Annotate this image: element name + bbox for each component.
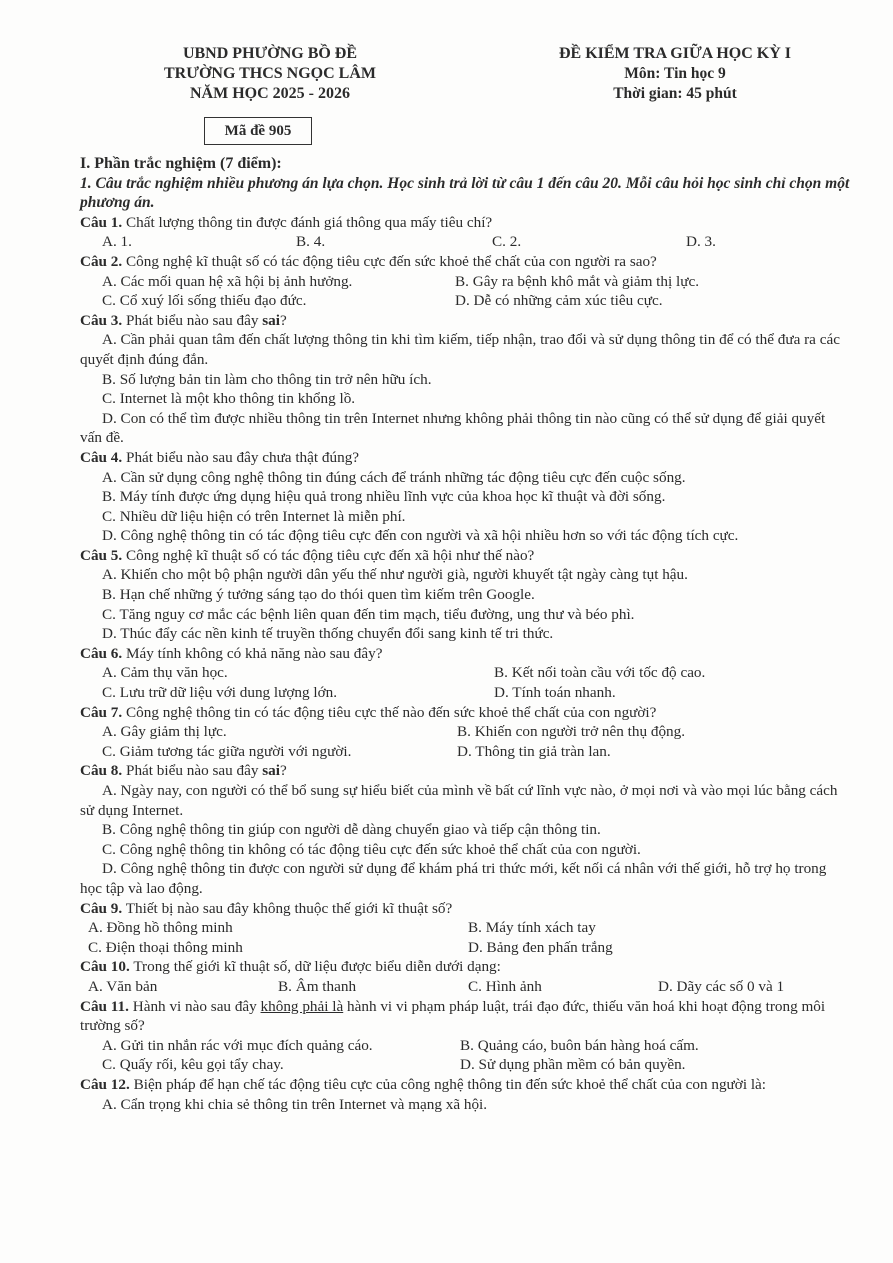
question-6: [80, 644, 850, 664]
option-d: D. Bảng đen phấn trắng: [468, 938, 613, 956]
option-b: B. Công nghệ thông tin giúp con người dễ dàng chuyển giao và tiếp cận thông tin.: [102, 821, 601, 839]
options-row: [80, 663, 850, 683]
exam-subject: Môn: Tin học 9: [624, 65, 726, 82]
options-row: [80, 272, 850, 292]
question-text: Công nghệ kĩ thuật số có tác động tiêu cực đến sức khoẻ thể chất của con người ra sao?: [122, 252, 657, 270]
question-text: Công nghệ thông tin có tác động tiêu cực thế nào đến sức khoẻ thể chất của con người?: [122, 703, 657, 721]
option-b: B. Khiến con người trở nên thụ động.: [457, 723, 686, 741]
option-b: B. Quảng cáo, buôn bán hàng hoá cấm.: [460, 1036, 699, 1054]
exam-content: [80, 154, 850, 1114]
option-d: D. Công nghệ thông tin có tác động tiêu cực đến con người và xã hội nhiều hơn so với tác động tích cực.: [102, 527, 739, 545]
question-number: Câu 3.: [80, 311, 123, 329]
question-text: Phát biểu nào sau đây: [122, 762, 263, 780]
option-c: C. Lưu trữ dữ liệu với dung lượng lớn.: [102, 684, 338, 702]
question-number: Câu 11.: [80, 997, 129, 1015]
option-c: C. Giảm tương tác giữa người với người.: [102, 742, 352, 760]
option-c: C. 2.: [492, 233, 522, 251]
option-b: B. Máy tính xách tay: [468, 919, 596, 937]
question-10: [80, 957, 850, 977]
options-row: [80, 918, 850, 938]
option-b: B. 4.: [296, 233, 326, 251]
question-text-end: ?: [279, 311, 287, 329]
question-number: Câu 2.: [80, 252, 123, 270]
question-text: Biện pháp để hạn chế tác động tiêu cực của công nghệ thông tin đến sức khoẻ thể chất của con người là:: [129, 1075, 767, 1093]
option-a: A. Ngày nay, con người có thể bổ sung sự hiểu biết của mình về bất cứ lĩnh vực nào, ở mọi nơi và vào mọi lúc bằng cách sử dụng Internet.: [80, 782, 838, 819]
option-c: C. Nhiều dữ liệu hiện có trên Internet là miễn phí.: [102, 507, 406, 525]
question-number: Câu 8.: [80, 762, 123, 780]
option-d: D. 3.: [686, 233, 716, 251]
option-d: D. Công nghệ thông tin được con người sử dụng để khám phá tri thức mới, kết nối cá nhân với thế giới, hỗ trợ họ trong học tập và lao động.: [80, 860, 827, 897]
ward-name: UBND PHƯỜNG BỒ ĐỀ: [182, 45, 358, 62]
option-b: B. Âm thanh: [278, 977, 357, 995]
question-number: Câu 9.: [80, 899, 123, 917]
question-text: Thiết bị nào sau đây không thuộc thế giới kĩ thuật số?: [122, 899, 453, 917]
option-b: B. Hạn chế những ý tưởng sáng tạo do thói quen tìm kiếm trên Google.: [102, 586, 535, 604]
question-text: Trong thế giới kĩ thuật số, dữ liệu được biểu diễn dưới dạng:: [129, 958, 501, 976]
question-underlined: không phải là: [260, 997, 344, 1015]
section-instructions: 1. Câu trắc nghiệm nhiều phương án lựa chọn. Học sinh trả lời từ câu 1 đến câu 20. Mỗi câu hỏi học sinh chỉ chọn một phương án.: [80, 174, 850, 212]
option-b: B. Số lượng bản tin làm cho thông tin trở nên hữu ích.: [102, 370, 432, 388]
question-number: Câu 10.: [80, 958, 130, 976]
school-header: [130, 44, 410, 104]
option-a: A. Cẩn trọng khi chia sẻ thông tin trên Internet và mạng xã hội.: [102, 1095, 488, 1113]
option-a: A. Gửi tin nhắn rác với mục đích quảng cáo.: [102, 1036, 373, 1054]
options-row: [80, 232, 850, 252]
school-name: TRƯỜNG THCS NGỌC LÂM: [163, 65, 376, 82]
question-3: [80, 311, 850, 331]
option-b: B. Gây ra bệnh khô mắt và giảm thị lực.: [455, 272, 700, 290]
question-8: [80, 761, 850, 781]
option-d: D. Thông tin giả tràn lan.: [457, 742, 611, 760]
question-number: Câu 6.: [80, 644, 123, 662]
option-a: A. Đồng hồ thông minh: [88, 919, 233, 937]
options-row: [80, 722, 850, 742]
option-a: A. Cần sử dụng công nghệ thông tin đúng cách để tránh những tác động tiêu cực đến cuộc sống.: [102, 468, 686, 486]
option-a: A. Cảm thụ văn học.: [102, 664, 228, 682]
options-row: [80, 1036, 850, 1056]
option-d: D. Dãy các số 0 và 1: [658, 977, 785, 995]
question-text: Phát biểu nào sau đây chưa thật đúng?: [122, 448, 360, 466]
option-a: A. Các mối quan hệ xã hội bị ảnh hưởng.: [102, 272, 353, 290]
option-c: C. Quấy rối, kêu gọi tẩy chay.: [102, 1056, 284, 1074]
option-d: D. Tính toán nhanh.: [494, 684, 616, 702]
option-d: D. Dễ có những cảm xúc tiêu cực.: [455, 292, 663, 310]
question-9: [80, 899, 850, 919]
options-row: [80, 977, 850, 997]
question-number: Câu 4.: [80, 448, 123, 466]
question-text: Công nghệ kĩ thuật số có tác động tiêu cực đến xã hội như thế nào?: [122, 546, 535, 564]
option-a: A. Văn bản: [88, 977, 158, 995]
option-a: A. Gây giảm thị lực.: [102, 723, 227, 741]
option-d: D. Sử dụng phần mềm có bản quyền.: [460, 1056, 686, 1074]
options-row: [80, 1055, 850, 1075]
question-2: [80, 252, 850, 272]
question-text: Chất lượng thông tin được đánh giá thông qua mấy tiêu chí?: [122, 213, 493, 231]
question-emphasis: sai: [262, 311, 280, 329]
exam-title: ĐỀ KIỂM TRA GIỮA HỌC KỲ I: [558, 45, 792, 62]
option-b: B. Kết nối toàn cầu với tốc độ cao.: [494, 664, 706, 682]
question-text: Phát biểu nào sau đây: [122, 311, 263, 329]
option-a: A. Cần phải quan tâm đến chất lượng thông tin khi tìm kiếm, tiếp nhận, trao đổi và sử dụng thông tin để có thể đưa ra các quyết định đúng đắn.: [80, 331, 840, 368]
option-a: A. Khiến cho một bộ phận người dân yếu thế như người già, người khuyết tật ngày càng tụt hậu.: [102, 566, 688, 584]
question-text: Hành vi nào sau đây: [128, 997, 261, 1015]
option-c: C. Cổ xuý lối sống thiếu đạo đức.: [102, 292, 307, 310]
question-5: [80, 546, 850, 566]
question-11: [80, 997, 850, 1036]
options-row: [80, 742, 850, 762]
question-1: [80, 213, 850, 233]
option-c: C. Điện thoại thông minh: [88, 938, 243, 956]
question-number: Câu 1.: [80, 213, 123, 231]
question-emphasis: sai: [262, 762, 280, 780]
exam-header: [510, 44, 840, 104]
options-row: [80, 938, 850, 958]
question-text: Máy tính không có khả năng nào sau đây?: [122, 644, 383, 662]
options-row: [80, 291, 850, 311]
section-title: I. Phần trắc nghiệm (7 điểm):: [80, 155, 282, 172]
question-7: [80, 703, 850, 723]
question-text-end: hành vi vi phạm pháp luật, trái đạo đức, thiếu văn hoá khi hoạt động trong môi trường số?: [80, 997, 826, 1035]
option-c: C. Tăng nguy cơ mắc các bệnh liên quan đến tim mạch, tiểu đường, ung thư và béo phì.: [102, 605, 635, 623]
options-row: [80, 683, 850, 703]
option-a: A. 1.: [102, 233, 132, 251]
option-c: C. Internet là một kho thông tin khổng lồ.: [102, 390, 356, 408]
question-4: [80, 448, 850, 468]
option-c: C. Công nghệ thông tin không có tác động tiêu cực đến sức khoẻ thể chất của con người.: [102, 840, 641, 858]
question-number: Câu 7.: [80, 703, 123, 721]
option-d: D. Con có thể tìm được nhiều thông tin trên Internet nhưng không phải thông tin nào cũng có thể sử dụng để giải quyết vấn đề.: [80, 409, 826, 447]
question-12: [80, 1075, 850, 1095]
option-c: C. Hình ảnh: [468, 977, 542, 995]
option-b: B. Máy tính được ứng dụng hiệu quả trong nhiều lĩnh vực của khoa học kĩ thuật và đời sống.: [102, 488, 666, 506]
question-number: Câu 5.: [80, 546, 123, 564]
option-d: D. Thúc đẩy các nền kinh tế truyền thống chuyển đổi sang kinh tế tri thức.: [102, 625, 554, 643]
school-year: NĂM HỌC 2025 - 2026: [190, 85, 350, 102]
question-number: Câu 12.: [80, 1075, 130, 1093]
exam-duration: Thời gian: 45 phút: [613, 85, 737, 102]
exam-code-box: Mã đề 905: [204, 117, 312, 145]
question-text-end: ?: [279, 762, 287, 780]
